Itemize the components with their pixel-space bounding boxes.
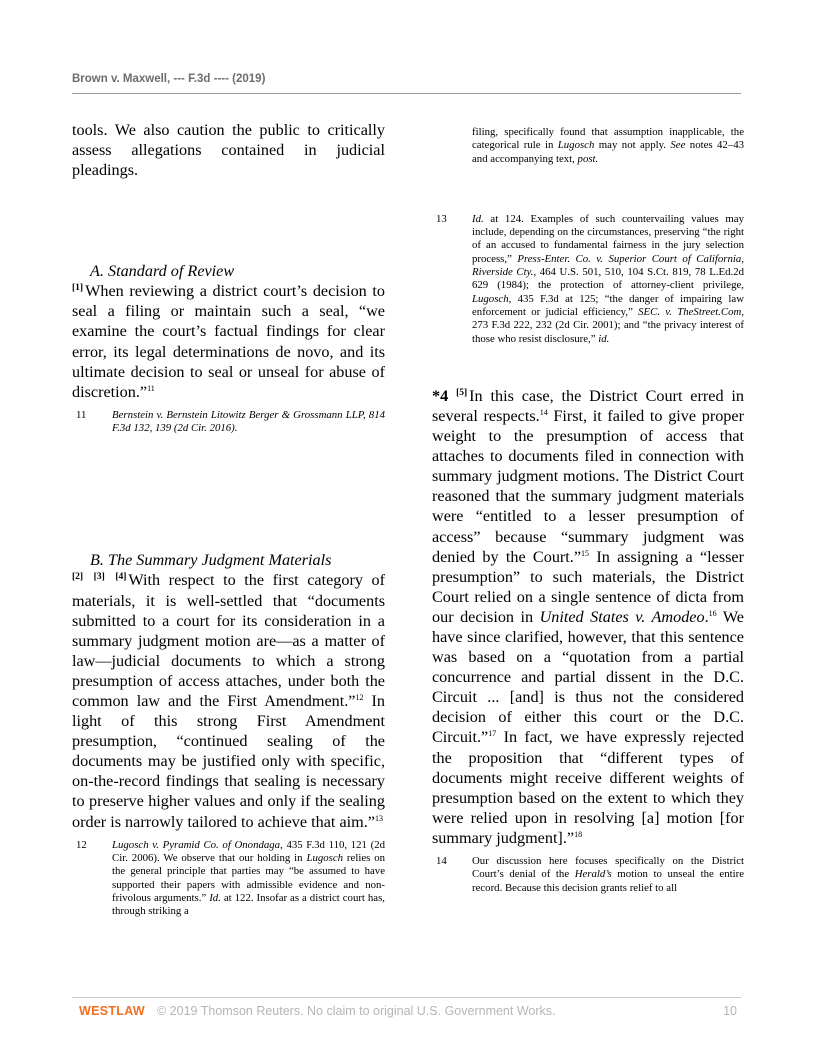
footnote-text: motion to unseal the entire record. Because this decision grants relief to all <box>472 868 744 894</box>
footnote-ref-link[interactable]: 13 <box>374 813 383 823</box>
footnote-text: filing, specifically found that assumption inapplicable, the categorical rule in <box>472 126 744 152</box>
footnote-number[interactable]: 14 <box>436 855 447 868</box>
headnote-link[interactable]: [1] <box>72 283 84 294</box>
headnote-link[interactable]: [4] <box>115 572 127 583</box>
case-citation[interactable]: Lugosch v. Pyramid Co. of Onondaga <box>112 838 281 851</box>
footnote-ref-link[interactable]: 15 <box>581 548 590 558</box>
paragraph-text: We have since clarified, however, that this sentence was based on a “quotation from a partial concurrence and partial dissent in the D.C. Circuit ... [and] is thus not the considered decision of either this court or the D.C. Circuit.” <box>432 607 744 747</box>
footnote-text: may not apply. <box>594 139 671 152</box>
footnote-ref-link[interactable]: 11 <box>147 383 155 393</box>
footnote-12 <box>72 839 385 919</box>
left-column <box>72 120 385 918</box>
footnote-text: Our discussion here focuses specifically on the District Court’s denial of the <box>472 855 744 881</box>
case-citation[interactable]: United States v. Amodeo <box>539 607 705 626</box>
footnote-text: at 122. Insofar as a district court has, through striking a <box>112 891 385 918</box>
section-heading-standard-of-review: A. Standard of Review <box>90 262 235 281</box>
footnote-14 <box>432 855 744 895</box>
paragraph-text: First, it failed to give proper weight to the presumption of access that attaches to documents filed in connection with summary judgment motions. The District Court reasoned that the summary judgment materials were “entitled to a lesser presumption of access” because “summary judgment was denied by the Court.” <box>432 406 744 566</box>
citation-signal: See <box>670 139 686 152</box>
standard-of-review-paragraph <box>72 281 385 402</box>
footnote-text: , 435 F.3d 110, 121 (2d Cir. 2006). We observe that our holding in <box>112 838 386 864</box>
footer-divider <box>72 997 741 998</box>
page-footer <box>72 1004 741 1020</box>
footnote-13 <box>432 213 744 346</box>
headnote-link[interactable]: [3] <box>93 572 105 583</box>
footnote-text: Bernstein v. Bernstein Litowitz Berger & Grossmann LLP, 814 F.3d 132, 139 (2d Cir. 2016). <box>112 408 385 435</box>
main-analysis-paragraph <box>432 386 744 848</box>
case-citation[interactable]: Lugosch <box>306 851 344 864</box>
headnote-link[interactable]: [5] <box>456 387 468 398</box>
party-name: Herald’s <box>574 868 612 881</box>
footnote-ref-link[interactable]: 17 <box>488 729 497 739</box>
page-number: 10 <box>723 1004 737 1018</box>
footnote-text: , 435 F.3d at 125; “the danger of impairing law enforcement or judicial efficiency,” <box>472 292 744 318</box>
paragraph-text: . <box>704 607 709 626</box>
footnote-ref-link[interactable]: 14 <box>539 407 548 417</box>
citation-signal: post. <box>577 152 599 165</box>
paragraph-text: In light of this strong First Amendment presumption, “continued sealing of the documents may be justified only with specific, on-the-record findings that sealing is necessary to preserve higher values and only if the sealing order is narrowly tailored to achieve that aim.” <box>72 692 386 831</box>
westlaw-logo: WESTLAW <box>79 1004 145 1018</box>
footnote-12-continued <box>472 126 744 166</box>
footnote-number[interactable]: 12 <box>76 838 87 851</box>
section-heading-summary-judgment: B. The Summary Judgment Materials <box>90 551 332 570</box>
star-page-marker: *4 <box>432 386 449 405</box>
citation-signal: Id. <box>472 212 484 225</box>
copyright-notice: © 2019 Thomson Reuters. No claim to original U.S. Government Works. <box>157 1004 556 1018</box>
citation-signal: id. <box>598 332 610 345</box>
footnote-text: at 124. Examples of such countervailing values may include, depending on the circumstances, preserving “the right of an accused to fundamental fairness in the jury selection process,” <box>472 212 744 265</box>
footnote-ref-link[interactable]: 16 <box>708 608 717 618</box>
footnote-ref-link[interactable]: 12 <box>355 693 364 702</box>
right-column <box>432 126 744 895</box>
citation-signal: Id. <box>209 891 221 904</box>
footnote-number[interactable]: 11 <box>76 408 87 421</box>
footnote-text: relies on the general principle that parties may “be assumed to have supported their papers with admissible evidence and non-frivolous arguments.” <box>112 851 386 904</box>
intro-paragraph: tools. We also caution the public to critically assess allegations contained in judicial pleadings. <box>72 121 385 180</box>
header-divider <box>72 93 741 94</box>
case-citation[interactable]: Lugosch <box>557 139 595 152</box>
paragraph-text: With respect to the first category of materials, it is well-settled that “documents submitted to a court for its consideration in a summary judgment motion are—as a matter of law—judicial documents to which a strong presumption of access attaches, under both the common law and the First Amendment.” <box>72 571 386 710</box>
footnote-text: , 273 F.3d 222, 232 (2d Cir. 2001); and “the privacy interest of those who resist disclosure,” <box>472 305 745 345</box>
case-citation[interactable]: Press-Enter. Co. v. Superior Court of California, Riverside Cty. <box>472 252 744 279</box>
footnote-11 <box>72 409 385 436</box>
paragraph-text: In this case, the District Court erred in several respects. <box>432 386 745 425</box>
footnote-text: notes 42–43 and accompanying text, <box>472 139 744 165</box>
paragraph-text: In fact, we have expressly rejected the proposition that “different types of documents might receive different weights of presumption based on the extent to which they were relied upon in resolving [a] motion [for summary judgment].” <box>432 728 744 847</box>
paragraph-text: In assigning a “lesser presumption” to such materials, the District Court relied on a single sentence of dicta from our decision in <box>432 547 745 626</box>
document-header-title: Brown v. Maxwell, --- F.3d ---- (2019) <box>72 73 266 85</box>
footnote-ref-link[interactable]: 18 <box>574 829 583 839</box>
paragraph-text: When reviewing a district court’s decision to seal a filing or maintain such a seal, “we examine the court’s factual findings for clear error, its legal determinations de novo, and its ultimate decision to seal or unseal for abuse of discretion.” <box>72 282 385 401</box>
footnote-number[interactable]: 13 <box>436 212 447 225</box>
case-citation[interactable]: SEC. v. TheStreet.Com <box>638 305 742 318</box>
case-citation[interactable]: Lugosch <box>472 292 509 305</box>
footnote-text: , 464 U.S. 501, 510, 104 S.Ct. 819, 78 L.Ed.2d 629 (1984); the protection of attorney-client privilege, <box>472 266 744 292</box>
summary-judgment-paragraph <box>72 570 385 831</box>
headnote-link[interactable]: [2] <box>72 572 84 583</box>
